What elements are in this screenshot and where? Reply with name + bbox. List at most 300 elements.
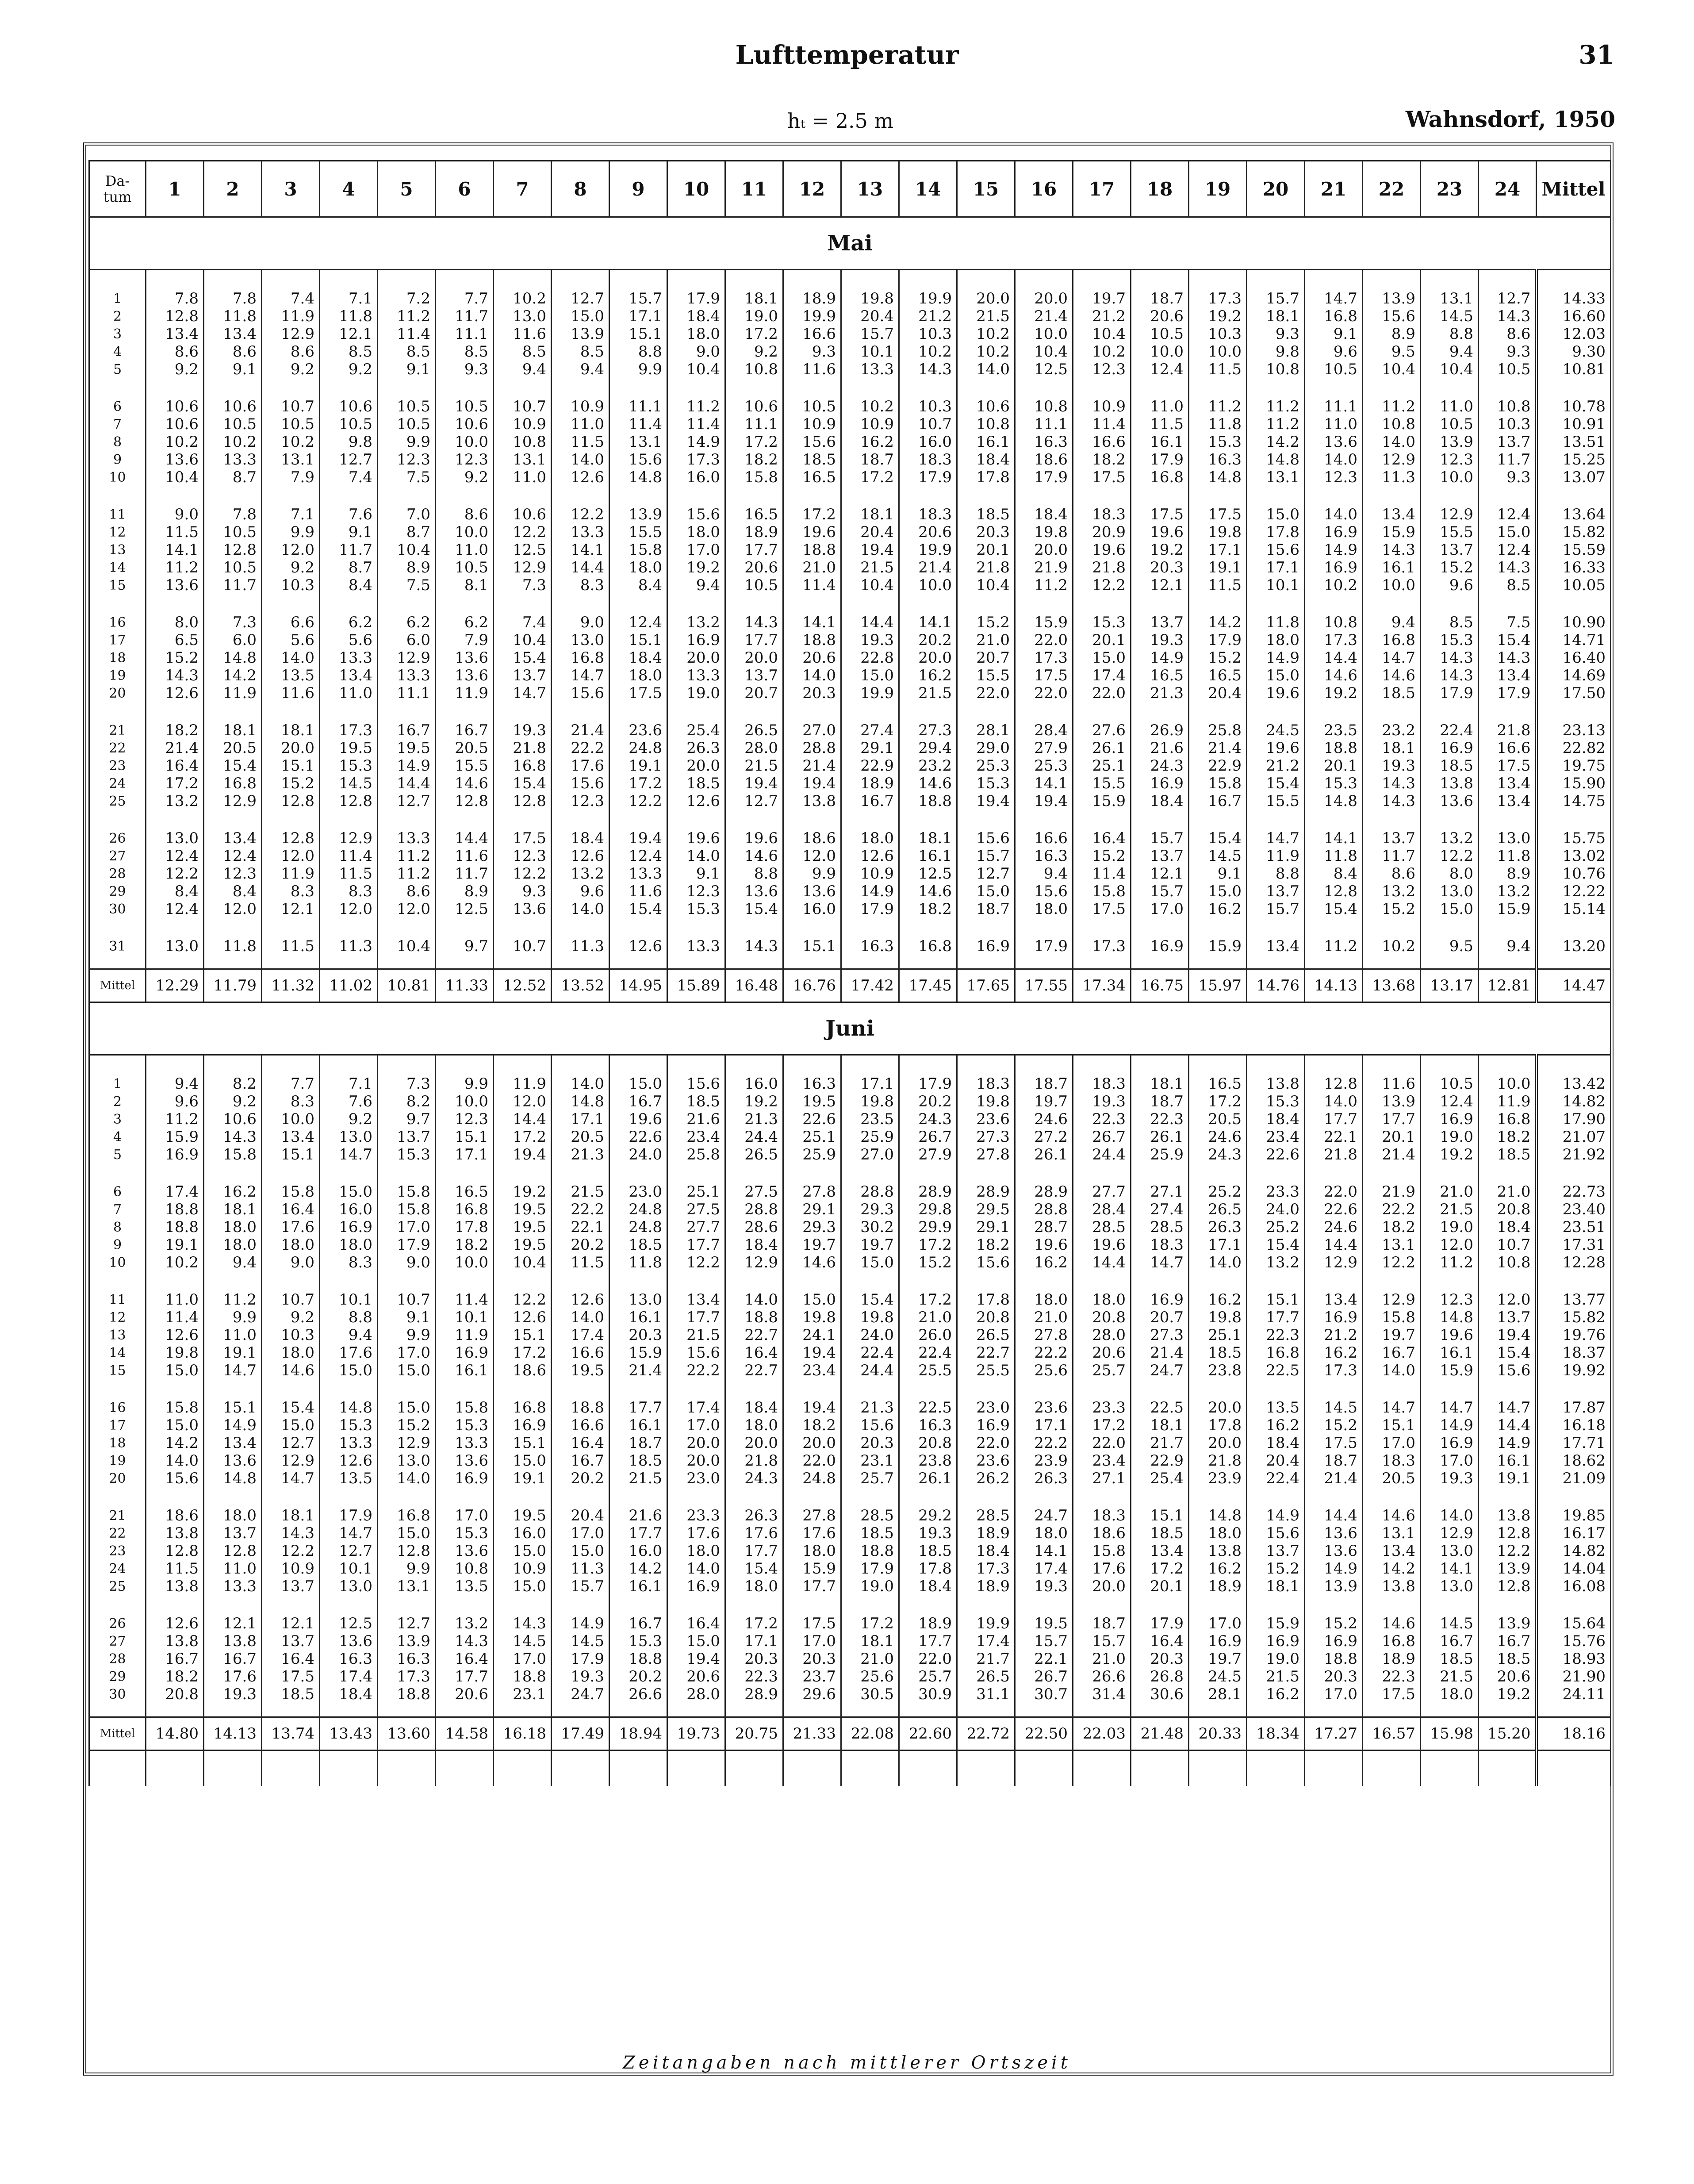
temp-cell: 8.3 <box>320 1254 378 1271</box>
temp-cell: 13.4 <box>204 829 262 847</box>
temp-cell: 25.7 <box>1073 1362 1131 1379</box>
temp-cell: 17.5 <box>609 684 667 702</box>
temp-cell: 23.8 <box>1189 1362 1247 1379</box>
temp-cell: 11.7 <box>436 307 494 325</box>
spacer-cell <box>1247 1163 1305 1183</box>
temp-cell: 13.1 <box>1363 1524 1421 1542</box>
temp-cell: 19.7 <box>1073 290 1131 307</box>
temp-cell: 16.7 <box>204 1650 262 1668</box>
temp-cell: 15.5 <box>1247 792 1305 810</box>
temp-cell: 8.6 <box>262 343 320 361</box>
temp-cell: 13.2 <box>667 614 725 631</box>
spacer-cell <box>1363 1703 1421 1717</box>
temp-cell: 17.8 <box>899 1560 957 1578</box>
temp-cell: 12.3 <box>1421 1291 1479 1309</box>
hourly-mean-cell: 17.55 <box>1015 969 1073 1002</box>
temp-cell: 15.7 <box>1015 1632 1073 1650</box>
temp-cell: 12.7 <box>552 290 609 307</box>
spacer-cell <box>89 1379 146 1399</box>
daily-mean-cell: 10.90 <box>1537 614 1611 631</box>
temp-cell: 14.4 <box>552 559 609 576</box>
temp-cell: 12.7 <box>378 792 436 810</box>
temp-cell: 9.0 <box>667 343 725 361</box>
spacer-cell <box>1131 1055 1189 1075</box>
temp-cell: 11.2 <box>1421 1254 1479 1271</box>
temp-cell: 17.7 <box>609 1524 667 1542</box>
day-label: 7 <box>89 415 146 433</box>
temp-cell: 14.8 <box>320 1399 378 1416</box>
temp-cell: 17.9 <box>1421 684 1479 702</box>
temp-cell: 17.0 <box>1131 900 1189 918</box>
temp-cell: 14.1 <box>1421 1560 1479 1578</box>
spacer-cell <box>1073 378 1131 398</box>
spacer-cell <box>1073 1487 1131 1507</box>
temp-cell: 17.9 <box>1015 468 1073 486</box>
day-label: 16 <box>89 1399 146 1416</box>
temp-cell: 27.1 <box>1073 1470 1131 1487</box>
temp-cell: 10.3 <box>899 325 957 343</box>
temp-cell: 9.6 <box>552 883 609 900</box>
temp-cell: 18.8 <box>378 1685 436 1703</box>
temp-cell: 12.8 <box>1479 1524 1537 1542</box>
temp-cell: 9.1 <box>378 1309 436 1326</box>
temp-cell: 18.9 <box>899 1615 957 1632</box>
spacer-cell <box>378 955 436 969</box>
temp-cell: 18.6 <box>1015 451 1073 468</box>
temp-cell: 10.1 <box>320 1291 378 1309</box>
hourly-mean-cell: 16.75 <box>1131 969 1189 1002</box>
temp-cell: 18.2 <box>957 1236 1015 1254</box>
spacer-cell <box>262 1163 320 1183</box>
spacer-cell <box>1479 918 1537 937</box>
hourly-mean-cell: 15.20 <box>1479 1717 1537 1750</box>
hour-header-9: 9 <box>609 161 667 217</box>
temp-cell: 13.9 <box>609 506 667 523</box>
temp-cell: 17.4 <box>667 1399 725 1416</box>
temp-cell: 19.9 <box>899 541 957 559</box>
spacer-cell <box>552 1750 609 1787</box>
spacer-cell <box>1537 270 1611 290</box>
temp-cell: 10.5 <box>1131 325 1189 343</box>
temp-cell: 18.2 <box>1479 1128 1537 1146</box>
temp-cell: 17.1 <box>1247 559 1305 576</box>
spacer-cell <box>899 594 957 614</box>
table-row <box>89 1507 1611 1524</box>
temp-cell: 26.5 <box>957 1668 1015 1685</box>
hour-header-24: 24 <box>1479 161 1537 217</box>
table-row <box>89 1632 1611 1650</box>
temp-cell: 15.6 <box>841 1416 899 1434</box>
spacer-cell <box>899 1487 957 1507</box>
temp-cell: 13.0 <box>552 631 609 649</box>
temp-cell: 16.9 <box>1421 1110 1479 1128</box>
spacer-cell <box>841 1595 899 1615</box>
temp-cell: 17.0 <box>783 1632 841 1650</box>
spacer-cell <box>609 810 667 829</box>
temp-cell: 10.6 <box>204 398 262 415</box>
temp-cell: 13.3 <box>204 1578 262 1595</box>
hourly-mean-cell: 12.52 <box>494 969 552 1002</box>
temp-cell: 16.9 <box>436 1344 494 1362</box>
spacer-cell <box>204 810 262 829</box>
hour-header-2: 2 <box>204 161 262 217</box>
temp-cell: 20.7 <box>957 649 1015 667</box>
temp-cell: 15.3 <box>1305 775 1363 792</box>
temp-cell: 19.8 <box>841 1309 899 1326</box>
spacer-cell <box>957 1163 1015 1183</box>
temp-cell: 18.1 <box>1363 739 1421 757</box>
temp-cell: 15.6 <box>1015 883 1073 900</box>
overall-mean-cell: 14.47 <box>1537 969 1611 1002</box>
spacer-cell <box>783 1163 841 1183</box>
temp-cell: 19.5 <box>320 739 378 757</box>
temp-cell: 10.7 <box>262 1291 320 1309</box>
temp-cell: 15.6 <box>609 451 667 468</box>
spacer-cell <box>667 1703 725 1717</box>
spacer-cell <box>609 1750 667 1787</box>
table-row <box>89 506 1611 523</box>
day-label: 18 <box>89 649 146 667</box>
daily-mean-cell: 14.75 <box>1537 792 1611 810</box>
temp-cell: 11.6 <box>1363 1075 1421 1093</box>
spacer-row <box>89 955 1611 969</box>
temp-cell: 14.6 <box>1363 667 1421 684</box>
temp-cell: 17.5 <box>783 1615 841 1632</box>
spacer-cell <box>1421 486 1479 506</box>
hour-header-20: 20 <box>1247 161 1305 217</box>
hourly-mean-cell: 11.33 <box>436 969 494 1002</box>
spacer-cell <box>725 1750 783 1787</box>
temp-cell: 20.6 <box>1073 1344 1131 1362</box>
day-label: 10 <box>89 1254 146 1271</box>
temp-cell: 17.1 <box>609 307 667 325</box>
temp-cell: 14.9 <box>1305 541 1363 559</box>
spacer-cell <box>1131 486 1189 506</box>
hourly-mean-cell: 21.48 <box>1131 1717 1189 1750</box>
day-label: 6 <box>89 398 146 415</box>
spacer-cell <box>957 1703 1015 1717</box>
temp-cell: 19.9 <box>899 290 957 307</box>
temp-cell: 9.4 <box>494 361 552 378</box>
spacer-cell <box>262 1379 320 1399</box>
temp-cell: 18.6 <box>783 829 841 847</box>
spacer-cell <box>378 810 436 829</box>
temp-cell: 27.0 <box>783 722 841 739</box>
temp-cell: 12.0 <box>262 847 320 865</box>
temp-cell: 16.1 <box>1421 1344 1479 1362</box>
spacer-cell <box>1131 1271 1189 1291</box>
temp-cell: 26.7 <box>1073 1128 1131 1146</box>
temp-cell: 11.0 <box>146 1291 204 1309</box>
temp-cell: 20.5 <box>204 739 262 757</box>
temp-cell: 14.3 <box>1363 775 1421 792</box>
hourly-mean-cell: 20.75 <box>725 1717 783 1750</box>
temp-cell: 8.9 <box>1363 325 1421 343</box>
temp-cell: 27.5 <box>667 1201 725 1218</box>
hourly-mean-cell: 15.97 <box>1189 969 1247 1002</box>
temp-cell: 18.4 <box>957 1542 1015 1560</box>
temp-cell: 11.4 <box>783 576 841 594</box>
temp-cell: 14.3 <box>899 361 957 378</box>
spacer-cell <box>204 1055 262 1075</box>
spacer-cell <box>899 1055 957 1075</box>
temp-cell: 14.0 <box>552 1309 609 1326</box>
temp-cell: 15.3 <box>436 1416 494 1434</box>
spacer-cell <box>1015 1750 1073 1787</box>
temp-cell: 25.9 <box>783 1146 841 1163</box>
table-row <box>89 1452 1611 1470</box>
table-row <box>89 468 1611 486</box>
temp-cell: 13.7 <box>1363 829 1421 847</box>
temp-cell: 26.3 <box>1189 1218 1247 1236</box>
temp-cell: 12.1 <box>320 325 378 343</box>
temp-cell: 15.3 <box>378 1146 436 1163</box>
temp-cell: 16.9 <box>667 1578 725 1595</box>
temp-cell: 18.3 <box>899 506 957 523</box>
spacer-cell <box>89 1703 146 1717</box>
temp-cell: 5.6 <box>262 631 320 649</box>
temp-cell: 16.8 <box>494 757 552 775</box>
temp-cell: 26.2 <box>957 1470 1015 1487</box>
temp-cell: 11.9 <box>436 1326 494 1344</box>
temp-cell: 13.0 <box>320 1578 378 1595</box>
temp-cell: 16.7 <box>1421 1632 1479 1650</box>
temp-cell: 25.8 <box>1189 722 1247 739</box>
temp-cell: 13.3 <box>378 667 436 684</box>
temp-cell: 15.6 <box>783 433 841 451</box>
temp-cell: 19.5 <box>494 1201 552 1218</box>
temp-cell: 16.8 <box>899 937 957 955</box>
spacer-cell <box>204 1163 262 1183</box>
temp-cell: 11.2 <box>204 1291 262 1309</box>
hourly-mean-cell: 17.49 <box>552 1717 609 1750</box>
temp-cell: 10.2 <box>1305 576 1363 594</box>
daily-mean-cell: 16.18 <box>1537 1416 1611 1434</box>
spacer-cell <box>436 955 494 969</box>
spacer-cell <box>494 1379 552 1399</box>
temp-cell: 11.4 <box>1073 415 1131 433</box>
day-label: 16 <box>89 614 146 631</box>
table-row <box>89 576 1611 594</box>
temp-cell: 17.1 <box>1189 1236 1247 1254</box>
spacer-cell <box>1537 1487 1611 1507</box>
spacer-cell <box>494 702 552 722</box>
spacer-cell <box>1015 270 1073 290</box>
day-label: 14 <box>89 559 146 576</box>
hourly-mean-cell: 18.34 <box>1247 1717 1305 1750</box>
temp-cell: 27.1 <box>1131 1183 1189 1201</box>
temp-cell: 19.6 <box>667 829 725 847</box>
temp-cell: 14.0 <box>783 667 841 684</box>
day-label: 26 <box>89 829 146 847</box>
temp-cell: 21.3 <box>552 1146 609 1163</box>
spacer-cell <box>146 486 204 506</box>
spacer-cell <box>1247 378 1305 398</box>
temp-cell: 28.1 <box>957 722 1015 739</box>
temp-cell: 13.6 <box>436 1452 494 1470</box>
temp-cell: 10.3 <box>262 576 320 594</box>
temp-cell: 17.5 <box>494 829 552 847</box>
spacer-cell <box>1363 486 1421 506</box>
hour-header-22: 22 <box>1363 161 1421 217</box>
temp-cell: 15.7 <box>609 290 667 307</box>
temp-cell: 17.8 <box>1189 1416 1247 1434</box>
temp-cell: 18.0 <box>320 1236 378 1254</box>
temp-cell: 19.1 <box>146 1236 204 1254</box>
temp-cell: 22.4 <box>899 1344 957 1362</box>
temp-cell: 22.9 <box>1131 1452 1189 1470</box>
temp-cell: 10.4 <box>841 576 899 594</box>
temp-cell: 8.4 <box>1305 865 1363 883</box>
page-number: 31 <box>1579 40 1614 70</box>
temp-cell: 20.0 <box>725 1434 783 1452</box>
temp-cell: 15.2 <box>1073 847 1131 865</box>
temp-cell: 11.8 <box>609 1254 667 1271</box>
spacer-cell <box>320 810 378 829</box>
spacer-cell <box>667 1055 725 1075</box>
temp-cell: 20.6 <box>725 559 783 576</box>
spacer-cell <box>204 1750 262 1787</box>
table-row <box>89 1344 1611 1362</box>
temp-cell: 9.9 <box>783 865 841 883</box>
temp-cell: 9.4 <box>1479 937 1537 955</box>
temp-cell: 19.8 <box>1189 1309 1247 1326</box>
temp-cell: 13.9 <box>1479 1615 1537 1632</box>
spacer-cell <box>1479 270 1537 290</box>
temp-cell: 14.0 <box>1305 506 1363 523</box>
temp-cell: 7.8 <box>204 506 262 523</box>
temp-cell: 20.0 <box>1189 1434 1247 1452</box>
temp-cell: 12.9 <box>1421 506 1479 523</box>
spacer-cell <box>1073 918 1131 937</box>
temp-cell: 10.5 <box>204 415 262 433</box>
spacer-row <box>89 1595 1611 1615</box>
temp-cell: 12.8 <box>436 792 494 810</box>
temp-cell: 12.7 <box>725 792 783 810</box>
temp-cell: 16.3 <box>841 937 899 955</box>
temp-cell: 16.7 <box>609 1615 667 1632</box>
spacer-cell <box>1189 270 1247 290</box>
daily-mean-cell: 16.40 <box>1537 649 1611 667</box>
day-label: 28 <box>89 865 146 883</box>
spacer-cell <box>1479 702 1537 722</box>
temp-cell: 11.8 <box>204 307 262 325</box>
temp-cell: 10.0 <box>436 433 494 451</box>
spacer-row <box>89 378 1611 398</box>
temp-cell: 20.9 <box>1073 523 1131 541</box>
temp-cell: 9.9 <box>204 1309 262 1326</box>
temp-cell: 16.8 <box>1363 1632 1421 1650</box>
spacer-cell <box>725 1487 783 1507</box>
temp-cell: 8.2 <box>204 1075 262 1093</box>
temp-cell: 18.5 <box>1189 1344 1247 1362</box>
spacer-cell <box>1305 1379 1363 1399</box>
spacer-cell <box>204 270 262 290</box>
temp-cell: 15.7 <box>1073 1632 1131 1650</box>
temp-cell: 10.1 <box>436 1309 494 1326</box>
temp-cell: 8.4 <box>146 883 204 900</box>
temp-cell: 26.5 <box>725 1146 783 1163</box>
temp-cell: 9.2 <box>725 343 783 361</box>
temp-cell: 19.7 <box>1189 1650 1247 1668</box>
temp-cell: 10.6 <box>494 506 552 523</box>
temp-cell: 13.4 <box>262 1128 320 1146</box>
spacer-cell <box>609 270 667 290</box>
temp-cell: 16.5 <box>725 506 783 523</box>
temp-cell: 23.3 <box>667 1507 725 1524</box>
temp-cell: 20.0 <box>899 649 957 667</box>
temp-cell: 13.1 <box>494 451 552 468</box>
temp-cell: 13.6 <box>1305 1524 1363 1542</box>
temp-cell: 13.7 <box>1421 541 1479 559</box>
temp-cell: 15.5 <box>1421 523 1479 541</box>
spacer-cell <box>204 955 262 969</box>
temp-cell: 21.4 <box>1131 1344 1189 1362</box>
temp-cell: 29.2 <box>899 1507 957 1524</box>
table-row <box>89 1399 1611 1416</box>
temp-cell: 29.9 <box>899 1218 957 1236</box>
daily-mean-cell: 13.02 <box>1537 847 1611 865</box>
temp-cell: 28.9 <box>899 1183 957 1201</box>
spacer-cell <box>552 955 609 969</box>
spacer-cell <box>320 918 378 937</box>
temp-cell: 11.5 <box>552 1254 609 1271</box>
temp-cell: 13.4 <box>204 325 262 343</box>
spacer-cell <box>609 1271 667 1291</box>
temp-cell: 24.4 <box>725 1128 783 1146</box>
temp-cell: 11.3 <box>320 937 378 955</box>
temp-cell: 13.3 <box>667 937 725 955</box>
temp-cell: 15.4 <box>1479 1344 1537 1362</box>
temp-cell: 13.6 <box>146 576 204 594</box>
temp-cell: 10.8 <box>1479 1254 1537 1271</box>
temp-cell: 14.0 <box>378 1470 436 1487</box>
temp-cell: 11.2 <box>378 307 436 325</box>
temp-cell: 12.3 <box>436 1110 494 1128</box>
temp-cell: 9.3 <box>783 343 841 361</box>
temp-cell: 9.4 <box>320 1326 378 1344</box>
day-label: 7 <box>89 1201 146 1218</box>
spacer-cell <box>783 918 841 937</box>
temp-cell: 16.3 <box>1015 433 1073 451</box>
day-label: 31 <box>89 937 146 955</box>
temp-cell: 14.0 <box>146 1452 204 1470</box>
temp-cell: 16.0 <box>609 1542 667 1560</box>
temp-cell: 13.8 <box>146 1524 204 1542</box>
temp-cell: 8.8 <box>609 343 667 361</box>
temp-cell: 16.9 <box>436 1470 494 1487</box>
table-row <box>89 1326 1611 1344</box>
temp-cell: 14.9 <box>204 1416 262 1434</box>
temp-cell: 22.0 <box>899 1650 957 1668</box>
temp-cell: 17.2 <box>841 468 899 486</box>
temp-cell: 16.7 <box>146 1650 204 1668</box>
spacer-cell <box>436 1487 494 1507</box>
spacer-cell <box>494 1055 552 1075</box>
temp-cell: 17.7 <box>667 1309 725 1326</box>
temp-cell: 13.3 <box>667 667 725 684</box>
temp-cell: 13.7 <box>262 1578 320 1595</box>
hour-header-11: 11 <box>725 161 783 217</box>
day-label: 13 <box>89 1326 146 1344</box>
temp-cell: 11.1 <box>725 415 783 433</box>
temp-cell: 11.2 <box>1305 937 1363 955</box>
spacer-cell <box>1363 270 1421 290</box>
temp-cell: 20.8 <box>957 1309 1015 1326</box>
temp-cell: 30.7 <box>1015 1685 1073 1703</box>
temp-cell: 14.7 <box>1247 829 1305 847</box>
spacer-cell <box>1073 1703 1131 1717</box>
